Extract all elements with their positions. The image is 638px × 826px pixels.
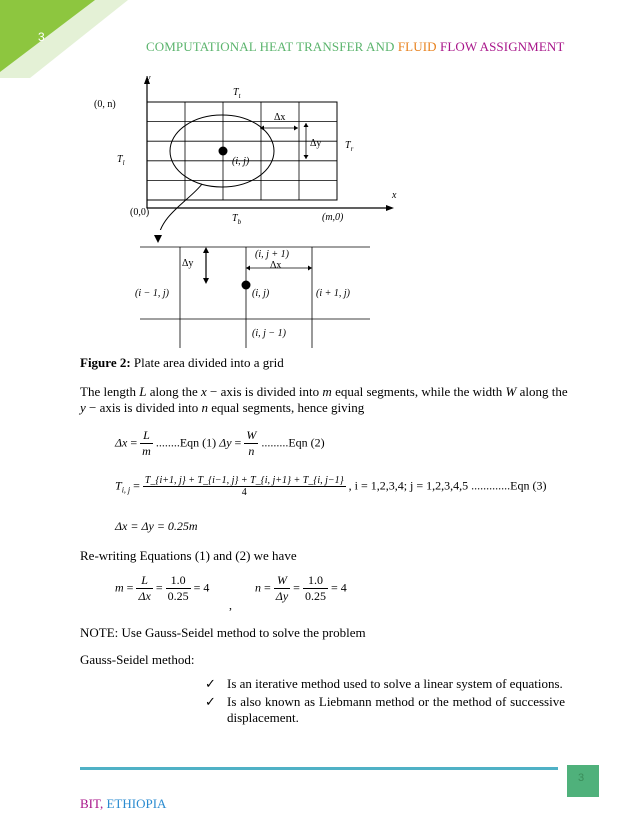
label-0-n: (0, n) bbox=[94, 99, 116, 110]
footer-divider bbox=[80, 767, 558, 770]
label-t-top: $T_t$ bbox=[233, 87, 241, 100]
checkmark-icon: ✓ bbox=[205, 694, 216, 709]
page-header bbox=[146, 39, 564, 55]
footer-institution: BIT, ETHIOPIA bbox=[80, 796, 167, 811]
figure-caption: Figure 2: Plate area divided into a grid bbox=[80, 355, 284, 370]
equation-6: n = $\frac{W}{\Delta y}$ = $\frac{1.0}{0.25}$ = 4 bbox=[255, 573, 347, 603]
label-m-0: (m,0) bbox=[322, 212, 344, 223]
node-i-plus-1-j: (i + 1, j) bbox=[316, 288, 350, 299]
equation-4: Δx = Δy = 0.25m bbox=[115, 519, 198, 533]
grid-figure-top bbox=[90, 70, 420, 230]
equation-5-separator: , bbox=[229, 598, 232, 612]
checklist-item bbox=[205, 676, 565, 692]
footer-page-number: 3 bbox=[578, 772, 585, 784]
label-delta-x: Δx bbox=[274, 112, 286, 123]
y-axis-label: y bbox=[146, 73, 151, 84]
label-t-bottom: $T_b$ bbox=[232, 213, 242, 226]
header-part3: FLOW ASSIGNMENT bbox=[439, 39, 565, 54]
stencil-delta-x: Δx bbox=[270, 260, 282, 271]
gauss-seidel-checklist bbox=[205, 676, 565, 728]
rewriting-text: Re-writing Equations (1) and (2) we have bbox=[80, 548, 297, 563]
stencil-delta-y: Δy bbox=[182, 258, 194, 269]
node-i-j-minus-1: (i, j − 1) bbox=[252, 328, 286, 339]
label-node-ij: (i, j) bbox=[232, 156, 250, 167]
node-i-j-plus-1: (i, j + 1) bbox=[255, 249, 289, 260]
header-part1: COMPUTATIONAL HEAT TRANSFER AND bbox=[146, 39, 398, 54]
checklist-item-text: Is also known as Liebmann method or the method of successive displacement. bbox=[227, 694, 565, 725]
label-origin: (0,0) bbox=[130, 207, 150, 218]
header-part2: FLUID bbox=[397, 39, 440, 54]
description-paragraph bbox=[80, 384, 570, 416]
node-i-j: (i, j) bbox=[252, 288, 270, 299]
x-axis-label: x bbox=[392, 190, 397, 201]
node-i-minus-1-j: (i − 1, j) bbox=[135, 288, 169, 299]
note-text: NOTE: Use Gauss-Seidel method to solve the problem bbox=[80, 625, 366, 640]
equation-3: $T_{i, j}$ = $\frac{T\_\{i+1, j\} + T\_\{i-1, j\} + T\_\{i, j+1\} + T\_\{i, j-1\}}{4}$ , i = 1,2,3,4; j = 1,2,3,4,5 .............Eqn (3) bbox=[115, 475, 547, 498]
paragraph-line-2: y − axis is divided into n equal segments, hence giving bbox=[80, 400, 365, 415]
paragraph-line-1: The length L along the x − axis is divided into m equal segments, while the width W along the bbox=[80, 384, 568, 399]
checklist-item bbox=[205, 694, 565, 726]
equation-5: m = $\frac{L}{\Delta x}$ = $\frac{1.0}{0.25}$ = 4 bbox=[115, 573, 210, 603]
equation-1-2: Δx = $\frac{L}{m}$ ........Eqn (1) Δy = $\frac{W}{n}$ .........Eqn (2) bbox=[115, 428, 325, 458]
page-tab-shape bbox=[0, 0, 130, 80]
checklist-item-text: Is an iterative method used to solve a linear system of equations. bbox=[227, 676, 563, 691]
page-number: 3 bbox=[38, 30, 45, 44]
checkmark-icon: ✓ bbox=[205, 676, 216, 691]
label-t-left: $T_l$ bbox=[117, 154, 125, 167]
gauss-seidel-heading: Gauss-Seidel method: bbox=[80, 652, 195, 667]
label-t-right: $T_r$ bbox=[345, 140, 354, 153]
label-delta-y: Δy bbox=[310, 138, 322, 149]
